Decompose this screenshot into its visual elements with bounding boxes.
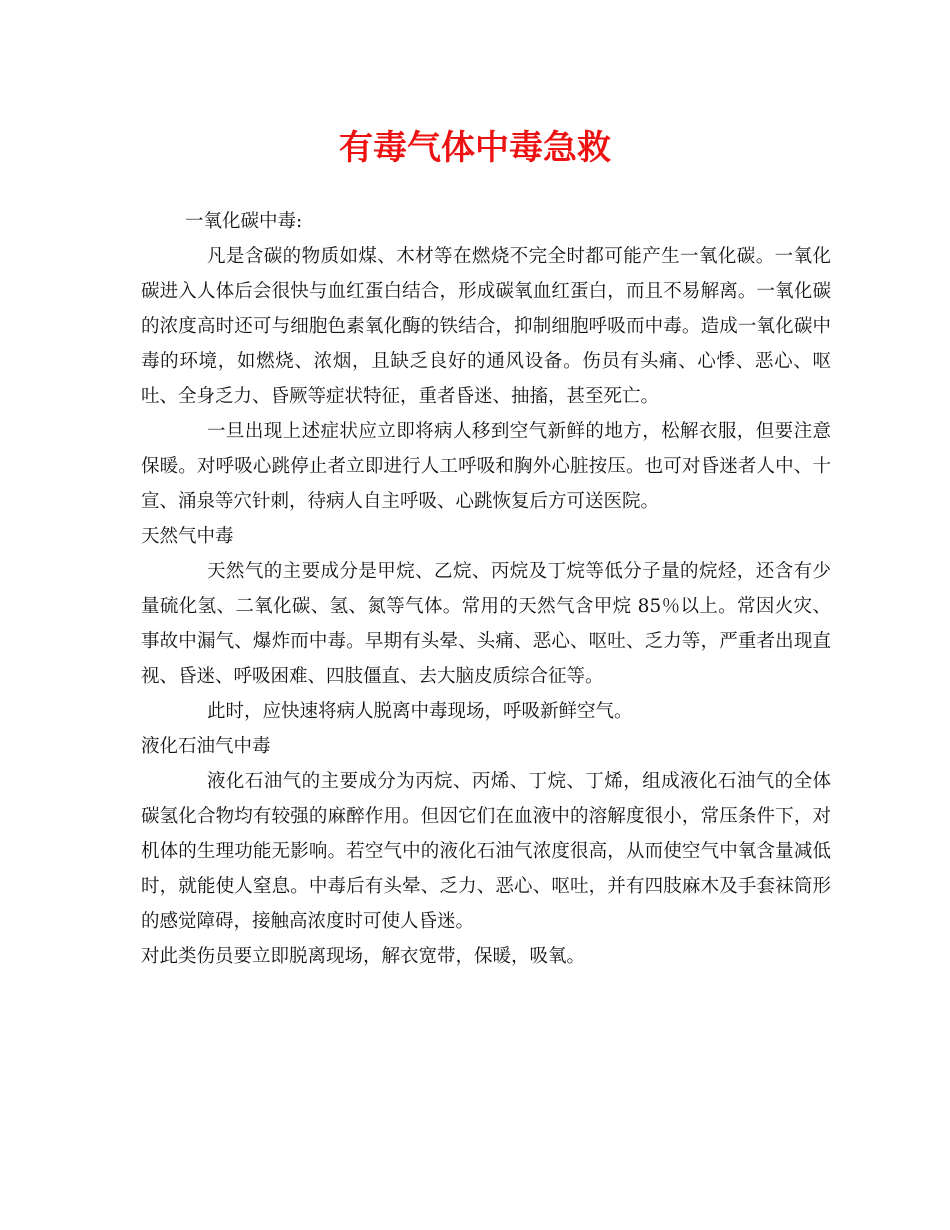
paragraph-lpg-treatment: 对此类伤员要立即脱离现场，解衣宽带，保暖，吸氧。: [141, 946, 586, 967]
section-heading-lpg: 液化石油气中毒: [141, 736, 271, 757]
paragraph-carbon-monoxide-treatment: 一旦出现上述症状应立即将病人移到空气新鲜的地方，松解衣服，但要注意保暖。对呼吸心跳停止者立即进行人工呼吸和胸外心脏按压。也可对昏迷者人中、十宣、涌泉等穴针刺，待病人自主呼吸、心跳恢复后方可送医院。: [141, 421, 831, 512]
paragraph-natural-gas-cause: 天然气的主要成分是甲烷、乙烷、丙烷及丁烷等低分子量的烷烃，还含有少量硫化氢、二氧化碳、氢、氮等气体。常用的天然气含甲烷 85％以上。常因火灾、事故中漏气、爆炸而中毒。早期有头晕、头痛、恶心、呕吐、乏力等，严重者出现直视、昏迷、呼吸困难、四肢僵直、去大脑皮质综合征等。: [141, 561, 831, 687]
section-heading-carbon-monoxide: 一氧化碳中毒:: [185, 211, 303, 232]
paragraph-lpg-cause: 液化石油气的主要成分为丙烷、丙烯、丁烷、丁烯，组成液化石油气的全体碳氢化合物均有较强的麻醉作用。但因它们在血液中的溶解度很小，常压条件下，对机体的生理功能无影响。若空气中的液化石油气浓度很高，从而使空气中氧含量减低时，就能使人窒息。中毒后有头晕、乏力、恶心、呕吐，并有四肢麻木及手套袜筒形的感觉障碍，接触高浓度时可使人昏迷。: [141, 771, 831, 932]
paragraph-carbon-monoxide-cause: 凡是含碳的物质如煤、木材等在燃烧不完全时都可能产生一氧化碳。一氧化碳进入人体后会很快与血红蛋白结合，形成碳氧血红蛋白，而且不易解离。一氧化碳的浓度高时还可与细胞色素氧化酶的铁结合，抑制细胞呼吸而中毒。造成一氧化碳中毒的环境，如燃烧、浓烟，且缺乏良好的通风设备。伤员有头痛、心悸、恶心、呕吐、全身乏力、昏厥等症状特征，重者昏迷、抽搐，甚至死亡。: [141, 246, 831, 407]
section-heading-natural-gas: 天然气中毒: [141, 526, 234, 547]
page-title: 有毒气体中毒急救: [339, 128, 611, 168]
document-body: [141, 204, 831, 974]
paragraph-natural-gas-treatment: 此时，应快速将病人脱离中毒现场，呼吸新鲜空气。: [207, 701, 633, 722]
